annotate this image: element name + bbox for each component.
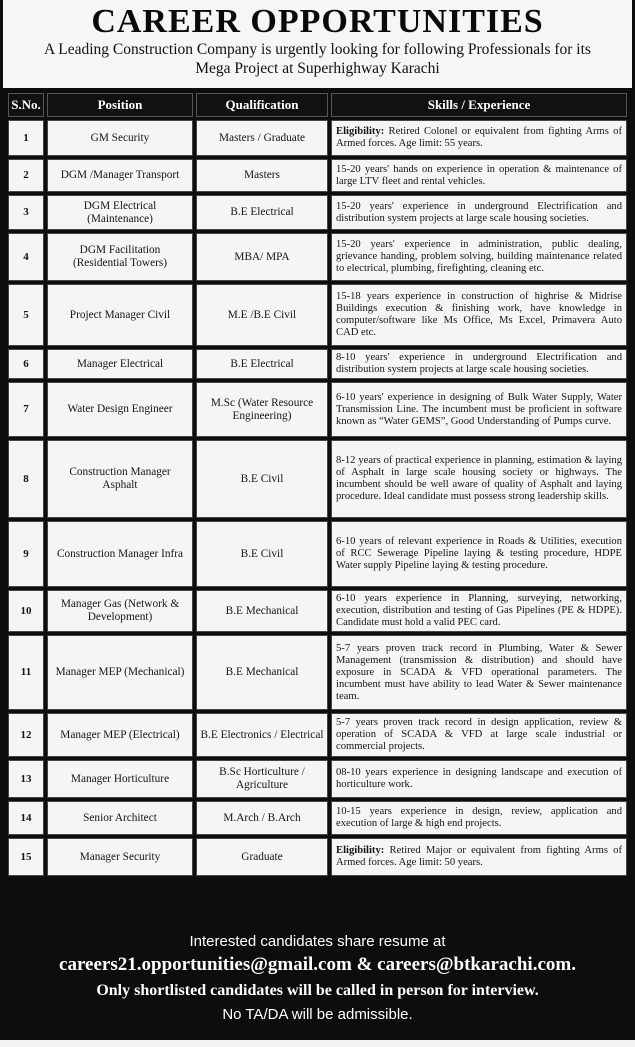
- footer-tada-note: No TA/DA will be admissible.: [222, 1006, 413, 1023]
- row-sn: 12: [8, 713, 44, 757]
- header-sn: S.No.: [8, 93, 44, 117]
- footer-emails: [0, 952, 635, 978]
- eligibility-label: Eligibility:: [336, 126, 385, 137]
- row-sn: 15: [8, 838, 44, 876]
- row-position: Manager Gas (Network & Development): [47, 590, 193, 632]
- table-row: [8, 159, 627, 192]
- footer-shortlist-note: Only shortlisted candidates will be called in person for interview.: [96, 982, 539, 999]
- table-header-row: [8, 93, 627, 117]
- row-position: Manager Security: [47, 838, 193, 876]
- row-sn: 1: [8, 120, 44, 156]
- skills-text: 8-12 years of practical experience in planning, estimation & laying of Asphalt in large scale housing society or highways. The incumbent should be well aware of quality of Asphalt and laying procedure. Ideal candidate must possess strong leadership skills.: [336, 455, 622, 502]
- row-qualification: Masters / Graduate: [196, 120, 328, 156]
- row-skills: [331, 284, 627, 346]
- row-qualification: B.E Electronics / Electrical: [196, 713, 328, 757]
- footer-instruction: Interested candidates share resume at: [189, 933, 446, 950]
- row-qualification: M.Sc (Water Resource Engineering): [196, 382, 328, 437]
- skills-text: Retired Major or equivalent from fighting Arms of Armed forces. Age limit: 50 years.: [336, 845, 622, 868]
- row-sn: 9: [8, 521, 44, 587]
- row-qualification: B.E Mechanical: [196, 590, 328, 632]
- row-qualification: M.E /B.E Civil: [196, 284, 328, 346]
- row-skills: [331, 159, 627, 192]
- row-position: Manager Horticulture: [47, 760, 193, 798]
- email-link-1[interactable]: careers21.opportunities@gmail.com: [59, 954, 352, 975]
- row-sn: 5: [8, 284, 44, 346]
- row-position: Construction Manager Asphalt: [47, 440, 193, 518]
- row-skills: [331, 713, 627, 757]
- row-skills: [331, 838, 627, 876]
- row-sn: 8: [8, 440, 44, 518]
- table-row: [8, 440, 627, 518]
- skills-text: 15-20 years' experience in administration, public dealing, grievance handing, problem solving, building maintenance related to electrical, plumbing, firefighting, cleaning etc.: [336, 239, 622, 274]
- row-qualification: Graduate: [196, 838, 328, 876]
- row-qualification: MBA/ MPA: [196, 233, 328, 281]
- intro-line-2: Mega Project at Superhighway Karachi: [195, 60, 440, 77]
- skills-text: 10-15 years experience in design, review, application and execution of large & high end projects.: [336, 806, 622, 829]
- row-skills: [331, 760, 627, 798]
- table-row: [8, 233, 627, 281]
- row-qualification: B.Sc Horticulture / Agriculture: [196, 760, 328, 798]
- row-skills: [331, 590, 627, 632]
- row-position: Manager MEP (Electrical): [47, 713, 193, 757]
- intro-text: [20, 40, 615, 78]
- skills-text: 15-20 years' hands on experience in operation & maintenance of large LTV fleet and rental vehicles.: [336, 163, 622, 187]
- eligibility-label: Eligibility:: [336, 845, 385, 856]
- row-sn: 14: [8, 801, 44, 835]
- row-sn: 11: [8, 635, 44, 710]
- skills-text: 6-10 years of relevant experience in Roads & Utilities, execution of RCC Sewerage Pipeline laying & testing procedure, HDPE Water supply Pipeline laying & testing procedure.: [336, 536, 622, 571]
- row-sn: 10: [8, 590, 44, 632]
- row-qualification: B.E Civil: [196, 440, 328, 518]
- table-row: [8, 521, 627, 587]
- row-skills: [331, 120, 627, 156]
- row-qualification: B.E Civil: [196, 521, 328, 587]
- table-row: [8, 713, 627, 757]
- row-position: DGM /Manager Transport: [47, 159, 193, 192]
- row-position: Senior Architect: [47, 801, 193, 835]
- row-skills: [331, 195, 627, 230]
- row-position: Manager MEP (Mechanical): [47, 635, 193, 710]
- row-skills: [331, 801, 627, 835]
- skills-text: 5-7 years proven track record in Plumbing, Water & Sewer Management (transmission & distribution) and should have exposure in SCADA & VFD operational parameters. The incumbent must have ability to lead Water & Sewer maintenance team.: [336, 642, 622, 702]
- row-qualification: B.E Electrical: [196, 349, 328, 379]
- header-position: Position: [47, 93, 193, 117]
- table-row: [8, 382, 627, 437]
- table-row: [8, 120, 627, 156]
- page-title: CAREER OPPORTUNITIES: [91, 3, 544, 40]
- row-sn: 13: [8, 760, 44, 798]
- row-sn: 7: [8, 382, 44, 437]
- row-sn: 2: [8, 159, 44, 192]
- row-skills: [331, 233, 627, 281]
- row-sn: 6: [8, 349, 44, 379]
- row-position: DGM Electrical (Maintenance): [47, 195, 193, 230]
- row-position: Manager Electrical: [47, 349, 193, 379]
- header-skills: Skills / Experience: [331, 93, 627, 117]
- table-row: [8, 635, 627, 710]
- ampersand: &: [351, 954, 378, 975]
- row-skills: [331, 635, 627, 710]
- row-qualification: B.E Electrical: [196, 195, 328, 230]
- table-row: [8, 760, 627, 798]
- row-skills: [331, 521, 627, 587]
- footer: [0, 930, 635, 1027]
- email-link-2[interactable]: careers@btkarachi.com.: [377, 954, 576, 975]
- table-row: [8, 349, 627, 379]
- row-skills: [331, 349, 627, 379]
- row-skills: [331, 440, 627, 518]
- row-position: Project Manager Civil: [47, 284, 193, 346]
- skills-text: 15-20 years' experience in underground Electrification and distribution system projects at large scale housing societies.: [336, 200, 622, 224]
- skills-text: 6-10 years experience in Planning, surveying, networking, execution, distribution and testing of Gas Pipelines (PE & HDPE). Candidate must hold a valid PEC card.: [336, 593, 622, 628]
- row-qualification: Masters: [196, 159, 328, 192]
- skills-text: 15-18 years experience in construction of highrise & Midrise Buildings execution & finishing work, have knowledge in computer/software like Ms Office, Ms Excel, Primavera Auto CAD etc.: [336, 291, 622, 338]
- table-row: [8, 801, 627, 835]
- skills-text: 8-10 years' experience in underground Electrification and distribution system projects at large scale housing societies.: [336, 352, 622, 375]
- intro-line-1: A Leading Construction Company is urgently looking for following Professionals for its: [44, 41, 591, 58]
- row-position: Water Design Engineer: [47, 382, 193, 437]
- row-sn: 3: [8, 195, 44, 230]
- row-position: DGM Facilitation (Residential Towers): [47, 233, 193, 281]
- jobs-table: [5, 90, 630, 879]
- row-position: Construction Manager Infra: [47, 521, 193, 587]
- row-skills: [331, 382, 627, 437]
- row-sn: 4: [8, 233, 44, 281]
- bottom-border: [0, 1040, 635, 1047]
- skills-text: 5-7 years proven track record in design application, review & operation of SCADA & VFD at large scale industrial or commercial projects.: [336, 717, 622, 752]
- row-qualification: B.E Mechanical: [196, 635, 328, 710]
- table-row: [8, 590, 627, 632]
- row-qualification: M.Arch / B.Arch: [196, 801, 328, 835]
- skills-text: 6-10 years' experience in designing of Bulk Water Supply, Water Transmission Line. The incumbent must be proficient in software known as “Water GEMS”, Good Understanding of Pumps curve.: [336, 391, 622, 427]
- table-row: [8, 838, 627, 876]
- table-row: [8, 284, 627, 346]
- skills-text: 08-10 years experience in designing landscape and execution of horticulture work.: [336, 767, 622, 790]
- row-position: GM Security: [47, 120, 193, 156]
- skills-text: Retired Colonel or equivalent from fighting Arms of Armed forces. Age limit: 55 years.: [336, 126, 622, 149]
- header-qualification: Qualification: [196, 93, 328, 117]
- table-row: [8, 195, 627, 230]
